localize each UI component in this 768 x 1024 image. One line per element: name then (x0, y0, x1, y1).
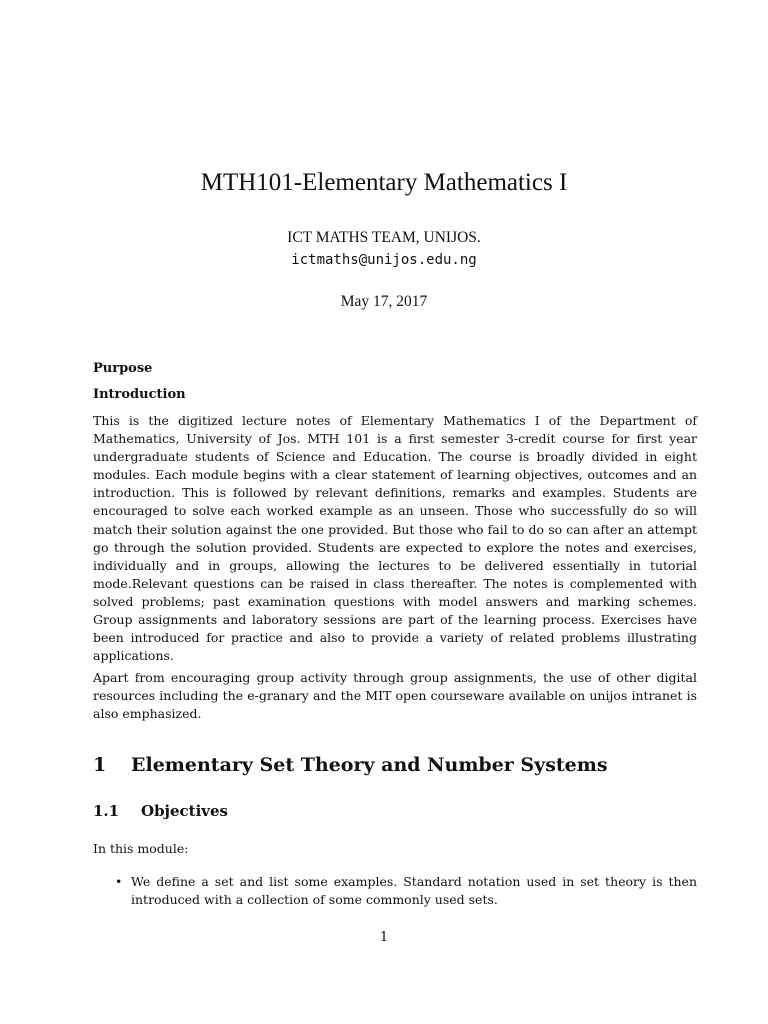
introduction-heading: Introduction (93, 387, 186, 402)
digital-resources-paragraph: Apart from encouraging group activity through group assignments, the use of other digital resources including the e-granary and the MIT open courseware available on unijos intranet is also emphasized. (93, 670, 697, 722)
section-heading (93, 752, 608, 778)
list-item-text: We define a set and list some examples. Standard notation used in set theory is then introduced with a collection of some commonly used sets. (131, 874, 697, 908)
list-item (113, 873, 697, 909)
bullet-icon: • (115, 874, 123, 889)
subsection-heading (93, 800, 228, 822)
paper-title: MTH101-Elementary Mathematics I (200, 169, 568, 196)
introduction-paragraph: This is the digitized lecture notes of Elementary Mathematics I of the Department of Mathematics, University of Jos. MTH 101 is a first semester 3-credit course for first year undergraduate students of Science and Education. The course is broadly divided in eight modules. Each module begins with a clear statement of learning objectives, outcomes and an introduction. This is followed by relevant definitions, remarks and examples. Students are encouraged to solve each worked example as an unseen. Those who successfully do so will match their solution against the one provided. But those who fail to do so can after an attempt go through the solution provided. Students are expected to explore the notes and exercises, individually and in groups, allowing the lectures to be delivered essentially in tutorial mode.Relevant questions can be raised in class thereafter. The notes is complemented with solved problems; past examination questions with model answers and marking schemes. Group assignments and laboratory sessions are part of the learning process. Exercises have been introduced for practice and also to provide a variety of related problems illustrating applications. (93, 413, 697, 664)
module-lead-text: In this module: (93, 841, 189, 856)
subsection-title: Objectives (141, 802, 228, 820)
objectives-list (113, 873, 697, 909)
section-title: Elementary Set Theory and Number Systems (131, 754, 608, 776)
publication-date: May 17, 2017 (340, 293, 428, 310)
subsection-number: 1.1 (93, 802, 120, 820)
page-number: 1 (379, 930, 389, 945)
author-line: ICT MATHS TEAM, UNIJOS. (287, 229, 481, 246)
section-number: 1 (93, 754, 107, 776)
author-email: ictmaths@unijos.edu.ng (291, 252, 477, 268)
purpose-heading: Purpose (93, 361, 153, 376)
